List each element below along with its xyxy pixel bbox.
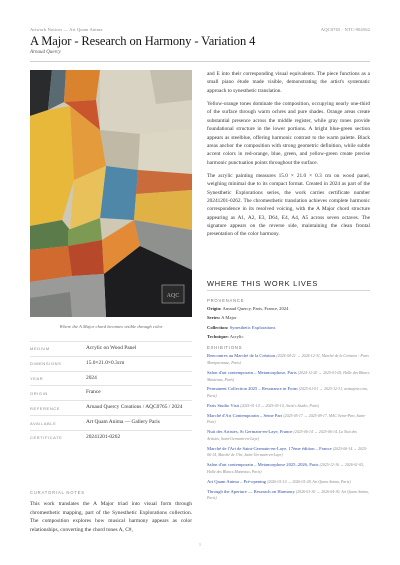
metadata-row	[30, 371, 192, 386]
metadata-value: Acrylic on Wood Panel	[86, 345, 137, 351]
metadata-row	[30, 385, 192, 400]
exhibition-detail: (2025-06-14 → 2025-06-14, La Nuit des Artistes, Saint-Germain-en-Laye)	[207, 430, 357, 441]
exhibition-link[interactable]: Salon d'art contemporain – Metamorphose, Paris	[207, 369, 297, 375]
metadata-row	[30, 356, 192, 371]
provenance-key: Collection:	[207, 324, 229, 330]
provenance-item	[207, 334, 370, 341]
artist-name: Arnaud Quercy	[30, 50, 61, 55]
metadata-value: France	[86, 389, 101, 396]
header-right-text: AQC0765 · NTC-904562	[320, 26, 370, 32]
header-divider	[30, 61, 370, 62]
metadata-value: 20241201-0262	[86, 433, 121, 440]
exhibition-link[interactable]: Paris Studio Visit	[207, 402, 240, 408]
exhibition-detail: (2025-12-16 → 2026-01-05, Halle des Blancs Manteaux, Paris)	[207, 463, 365, 474]
exhibition-link[interactable]: Marché de l'Art de Saint-Germain-en-Laye, 17ème édition – France	[207, 445, 332, 451]
where-section-title: WHERE THIS WORK LIVES	[207, 279, 319, 288]
where-section	[207, 295, 370, 505]
metadata-key: DIMENSIONS	[30, 361, 62, 367]
metadata-row	[30, 400, 192, 415]
metadata-value: Arnaud Quercy Creations / AQC0765 / 2024	[86, 404, 183, 411]
provenance-item	[207, 315, 370, 322]
metadata-key: AVAILABLE	[30, 420, 57, 426]
provenance-item	[207, 306, 370, 313]
artwork-painting	[30, 70, 192, 317]
exhibition-item	[207, 413, 370, 426]
exhibition-detail: (2026-01-10 → 2026-01-28, Art Quam Anima, Paris)	[267, 479, 351, 484]
artwork-image	[30, 70, 192, 317]
exhibition-item	[207, 462, 370, 475]
exhibition-detail: (2025-01-01 → 2025-12-31, artmajeur.com, Paris)	[207, 387, 368, 398]
exhibition-item	[207, 446, 370, 459]
metadata-row	[30, 415, 192, 430]
provenance-key: Series:	[207, 315, 221, 321]
description-paragraph: and E into their corresponding visual equivalents. The piece functions as a small piano étude made visible, demonstrating the artist's systematic approach to synesthetic translation.	[207, 71, 370, 94]
exhibition-detail: (2024-12-20 → 2025-01-05, Halle des Blancs Manteaux, Paris)	[207, 370, 370, 382]
metadata-row	[30, 341, 192, 356]
exhibition-item	[207, 386, 370, 399]
exhibition-item	[207, 429, 370, 442]
exhibition-detail: (2025-01-14 → 2025-03-14, Artist's Studio, Paris)	[240, 403, 320, 408]
metadata-key: MEDIUM	[30, 346, 50, 352]
curatorial-label: CURATORIAL NOTES	[30, 490, 85, 495]
page-number: 1	[198, 542, 202, 547]
provenance-key: Origin:	[207, 306, 222, 311]
metadata-value: Art Quam Anima — Gallery Paris	[86, 419, 160, 426]
exhibitions-list	[207, 353, 370, 502]
section-divider	[207, 290, 370, 291]
exhibition-link[interactable]: Marché d'Art Contemporain – Seine Part	[207, 412, 283, 418]
description-paragraph: Yellow-orange tones dominate the composition, occupying nearly one-third of the surface through warm ochres and pure shades. Orange areas create substantial presence across the middle register, while gray tones provide foundational structure in the lower portions. A bright blue-green section appears as steelblue, offering harmonic contrast to the warm palette. Black areas anchor the composition with strong geometric definition, while subtle accent colors in red-orange, blue, green, and yellow-green create precise harmonic punctuation points throughout the surface.	[207, 101, 370, 166]
exhibition-item	[207, 489, 370, 502]
exhibition-detail: (2026-01-30 → 2026-04-30, Art Quam Anima, Paris)	[207, 489, 369, 501]
provenance-value: Acrylic	[229, 334, 244, 340]
metadata-key: CERTIFICATE	[30, 435, 63, 441]
provenance-item	[207, 325, 370, 332]
provenance-key: Technique:	[207, 334, 229, 340]
provenance-label: PROVENANCE	[207, 298, 245, 303]
metadata-value: 15.0×21.0×0.3cm	[86, 359, 125, 366]
metadata-key: REFERENCE	[30, 405, 61, 411]
description	[207, 70, 370, 244]
signature-mark: AQC	[166, 293, 180, 299]
exhibition-detail: (2025-05-17 → 2025-09-17, MAC Seine-Part, Saint-Pont)	[207, 413, 366, 425]
page-title: A Major - Research on Harmony - Variation 4	[30, 34, 256, 48]
metadata-value: 2024	[86, 374, 97, 381]
exhibition-detail: (2025-06-14 → 2025-06-14, Marché de l'Art, Saint-Germain-en-Laye)	[207, 446, 368, 458]
header-top	[30, 24, 370, 34]
exhibition-item	[207, 403, 370, 410]
metadata-row	[30, 430, 192, 445]
curatorial-text: This work translates the A Major triad into visual form through chromesthetic mapping, part of the Synesthetic Explorations collection. The composition explores how musical harmony appears as color relationships, converting the chord tones A, C#,	[30, 501, 192, 533]
exhibition-item	[207, 370, 370, 383]
exhibition-link[interactable]: Through the Aperture — Research on Harmony	[207, 488, 295, 494]
header-left-text: Artwork Notices — Art Quam Anima	[30, 26, 103, 32]
provenance-value: A Major	[221, 315, 237, 321]
exhibition-item	[207, 479, 370, 486]
provenance-list	[207, 306, 370, 341]
artwork-caption: Where the A Major chord becomes visible through color	[59, 324, 163, 329]
exhibition-link[interactable]: Art Quam Anima – Pré-opening	[207, 478, 266, 484]
metadata-key: YEAR	[30, 376, 44, 382]
exhibitions-label: EXHIBITIONS	[207, 345, 243, 351]
exhibition-link[interactable]: Permanent Collection 2025 – Resonance in Form	[207, 386, 298, 392]
provenance-value: Arnaud Quercy, Paris, France, 2024	[222, 306, 289, 311]
exhibition-link[interactable]: Nuit des Artistes, St Germain-en-Laye, France	[207, 429, 293, 435]
exhibition-link[interactable]: Salon d'art contemporain – Metamorphose 2025–2026, Paris	[207, 462, 319, 468]
exhibition-link[interactable]: Rencontres au Marché de la Création	[207, 353, 276, 359]
exhibition-item	[207, 353, 370, 366]
exhibition-detail: (2024-04-21 → 2024-12-31, Marché de la Création - Paris Montparnasse, Paris)	[207, 354, 369, 365]
description-paragraph: The acrylic painting measures 15.0 × 21.0 × 0.3 cm on wood panel, weighing minimal due to its compact format. Created in 2024 as part of the Synesthetic Explorations series, the work carries certificate number 20241201-0262. The chromesthetic translation achieves complete harmonic correspondence in its resolved voicing, with the A Major chord structure appearing as A1, A2, E3, D64, E4, A4, A5 across seven octaves. The signature appears on the reverse side, maintaining the clean frontal presentation of the color harmony.	[207, 172, 370, 238]
provenance-value[interactable]: Synesthetic Explorations	[229, 324, 276, 330]
metadata-table	[30, 341, 192, 445]
metadata-key: ORIGIN	[30, 390, 48, 396]
